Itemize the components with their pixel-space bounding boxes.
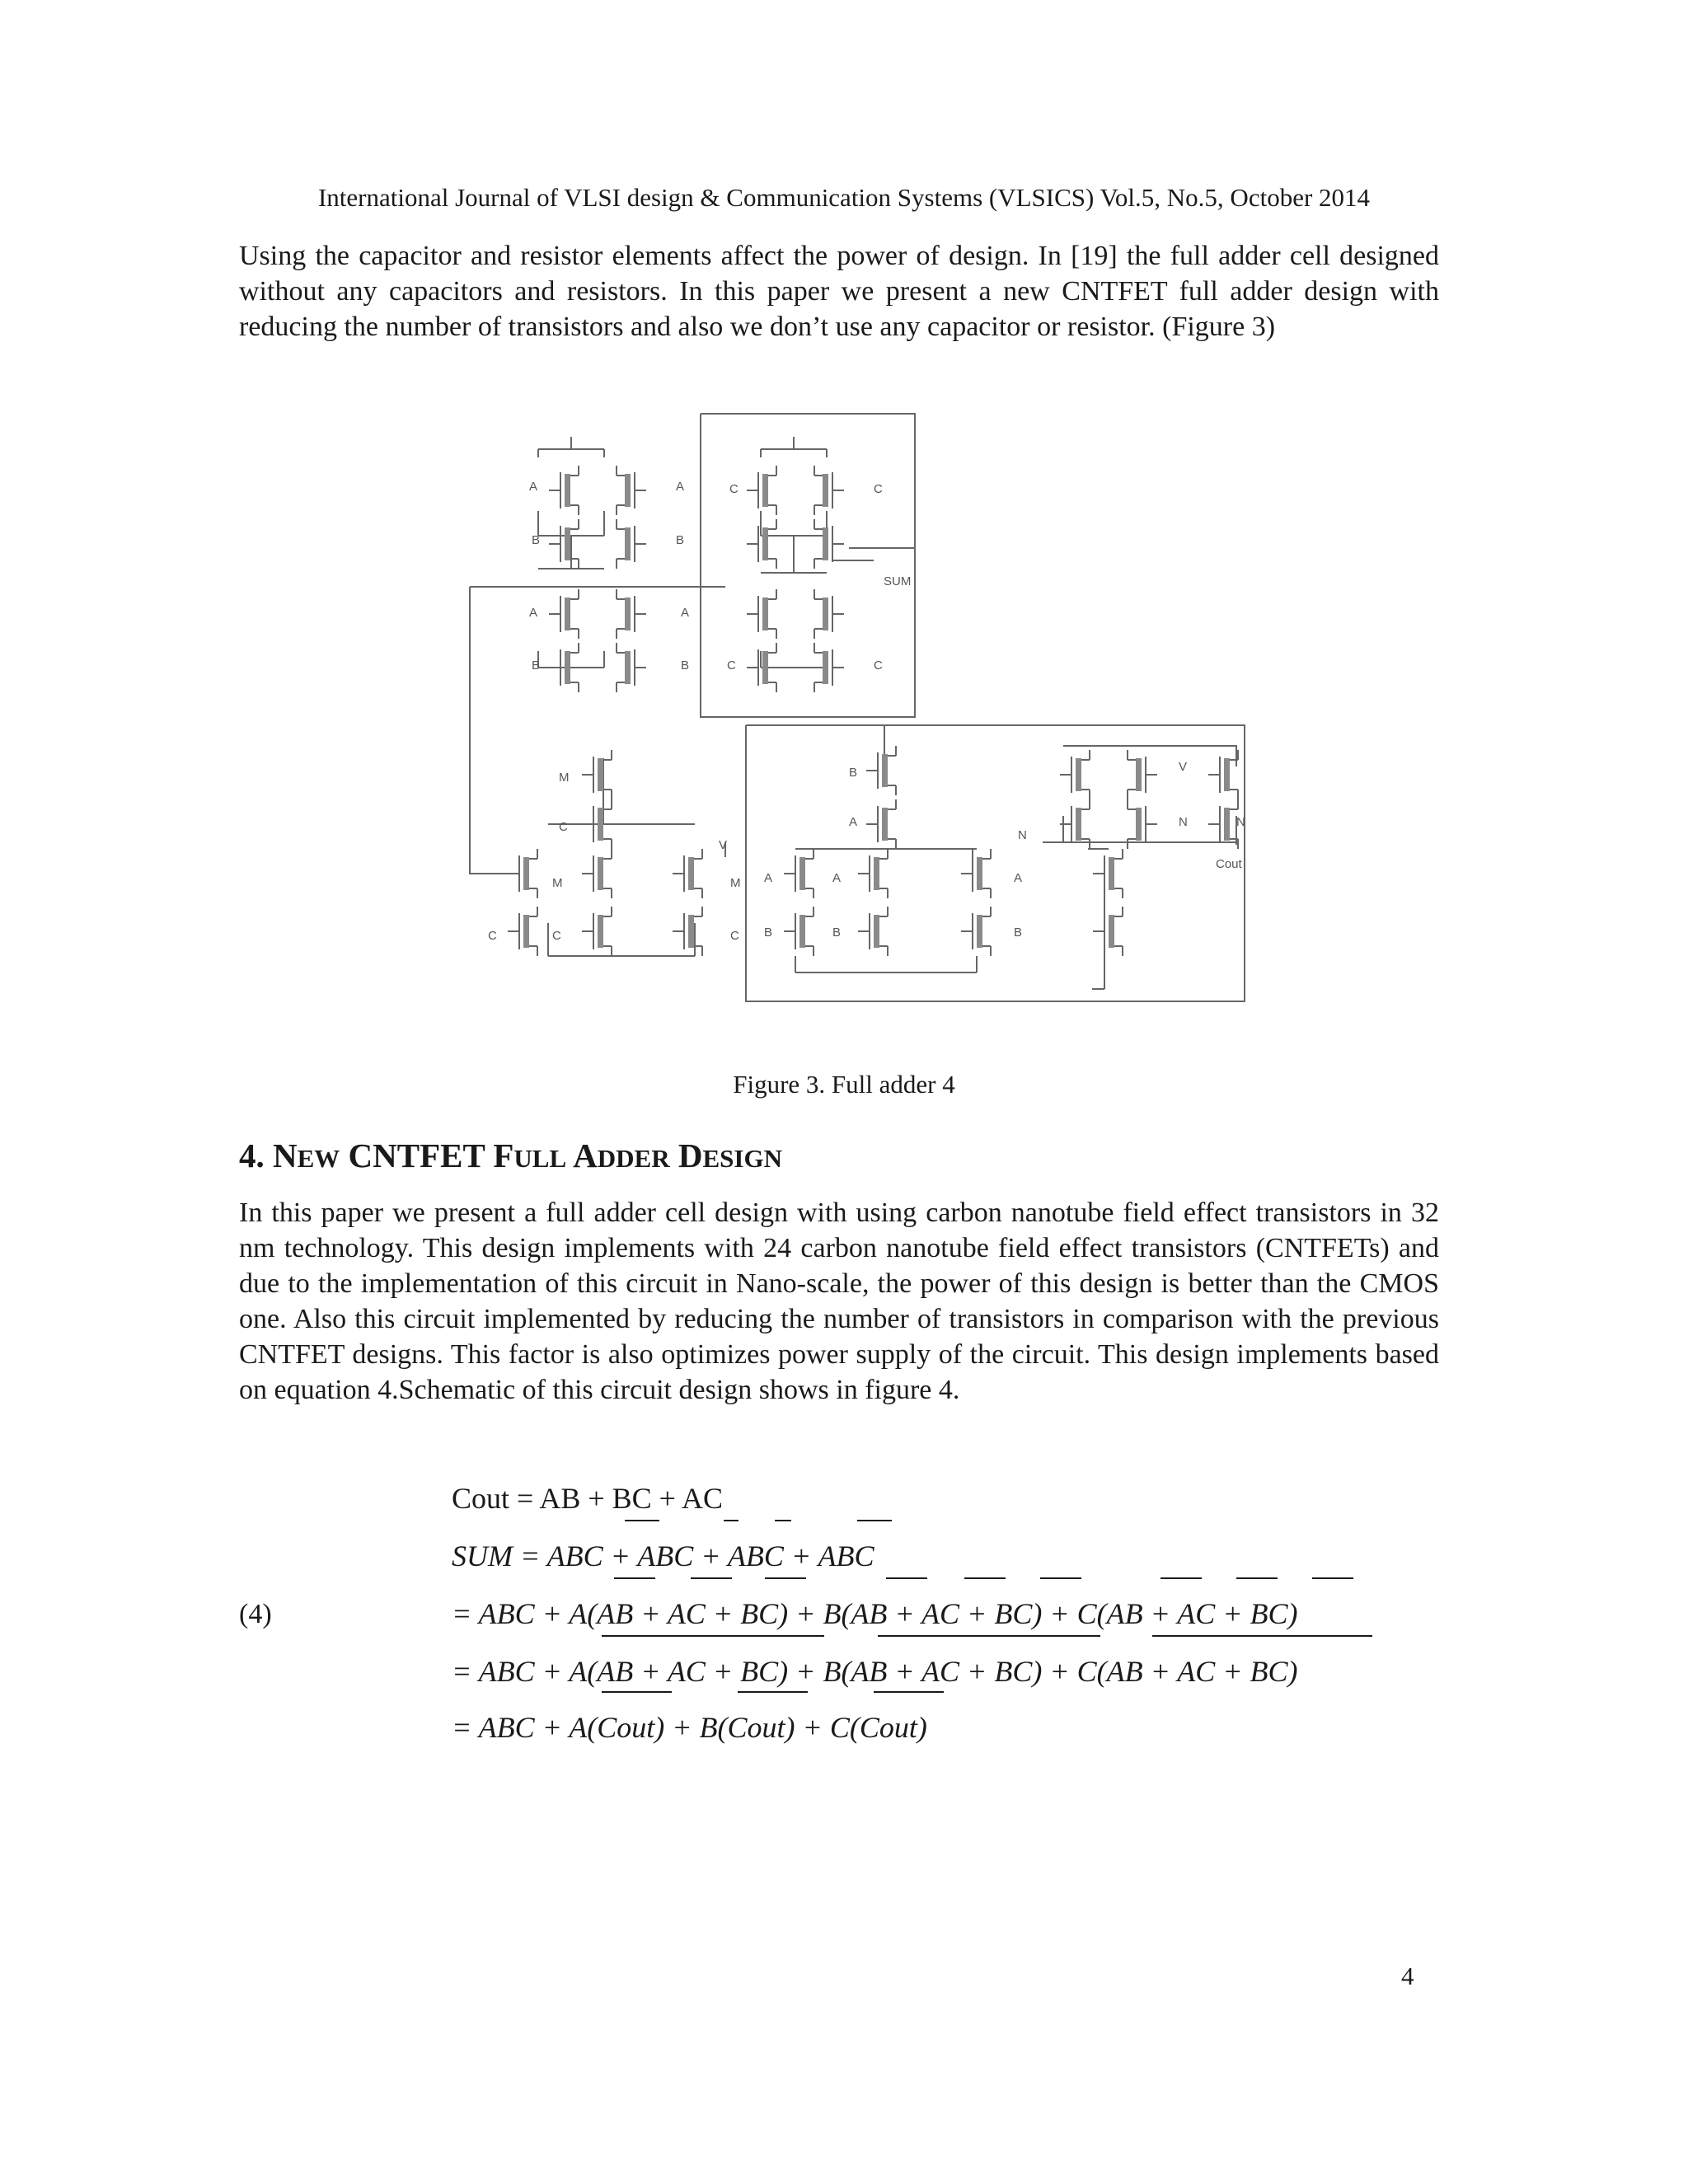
svg-text:A: A <box>832 871 842 885</box>
svg-text:A: A <box>849 815 858 829</box>
svg-text:A: A <box>676 480 685 494</box>
svg-text:B: B <box>1014 926 1023 940</box>
equation-line-2: SUM = ABC + ABC + ABC + ABC <box>452 1540 874 1572</box>
svg-text:C: C <box>874 658 883 673</box>
section-number: 4. <box>239 1137 265 1174</box>
svg-text:A: A <box>681 606 690 620</box>
body-paragraph: In this paper we present a full adder cell design with using carbon nanotube field effect transistors in 32 nm technology. This design implements with 24 carbon nanotube field effect transistors (CNTFETs) and due to the implementation of this circuit in Nano-scale, the power of this design is better than the CMOS one. Also this circuit implemented by reducing the number of transistors in comparison with the previous CNTFET designs. This factor is also optimizes power supply of the circuit. This design implements based on equation 4.Schematic of this circuit design shows in figure 4. <box>239 1197 1439 1405</box>
section-heading: 4. NEW CNTFET FULL ADDER DESIGN <box>239 1137 782 1174</box>
svg-text:N: N <box>1236 815 1245 829</box>
svg-text:A: A <box>764 871 773 885</box>
svg-text:C: C <box>552 929 561 943</box>
svg-text:C: C <box>727 658 736 673</box>
svg-text:B: B <box>832 926 842 940</box>
svg-text:C: C <box>559 820 568 834</box>
svg-text:A: A <box>529 480 538 494</box>
svg-text:A: A <box>529 606 538 620</box>
equation-line-3: = ABC + A(AB + AC + BC) + B(AB + AC + BC) + C(AB + AC + BC) <box>452 1597 1298 1630</box>
full-adder-schematic <box>462 404 1245 1005</box>
svg-text:B: B <box>849 766 858 780</box>
svg-text:C: C <box>874 482 883 496</box>
svg-text:A: A <box>1014 871 1023 885</box>
equation-number: (4) <box>239 1599 272 1629</box>
equation-line-4: = ABC + A(AB + AC + BC) + B(AB + AC + BC) + C(AB + AC + BC) <box>452 1655 1298 1688</box>
svg-text:SUM: SUM <box>884 574 912 588</box>
svg-text:N: N <box>1018 828 1027 842</box>
svg-text:V: V <box>1179 760 1188 774</box>
transistor-array <box>508 466 1238 956</box>
svg-text:B: B <box>764 926 773 940</box>
svg-text:M: M <box>730 876 741 890</box>
page-number: 4 <box>1401 1961 1414 1990</box>
svg-text:V: V <box>719 838 728 852</box>
svg-text:C: C <box>729 482 738 496</box>
svg-text:B: B <box>681 658 690 673</box>
equation-line-5: = ABC + A(Cout) + B(Cout) + C(Cout) <box>452 1711 927 1744</box>
equation-line-1: Cout = AB + BC + AC <box>452 1482 723 1515</box>
svg-text:M: M <box>552 876 563 890</box>
svg-text:Cout: Cout <box>1216 857 1242 871</box>
equation-block <box>0 1465 1688 1744</box>
running-head: International Journal of VLSI design & Communication Systems (VLSICS) Vol.5, No.5, October 2014 <box>317 183 1371 212</box>
svg-text:M: M <box>559 771 570 785</box>
svg-text:C: C <box>730 929 739 943</box>
figure-caption: Figure 3. Full adder 4 <box>733 1070 955 1099</box>
intro-paragraph: Using the capacitor and resistor elements affect the power of design. In [19] the full adder cell designed without any capacitors and resistors. In this paper we present a new CNTFET full adder design with reducing the number of transistors and also we don’t use any capacitor or resistor. (Figure 3) <box>239 241 1439 342</box>
svg-text:B: B <box>676 533 685 547</box>
svg-text:B: B <box>532 658 541 673</box>
svg-text:B: B <box>532 533 541 547</box>
svg-text:N: N <box>1179 815 1188 829</box>
svg-text:C: C <box>488 929 497 943</box>
